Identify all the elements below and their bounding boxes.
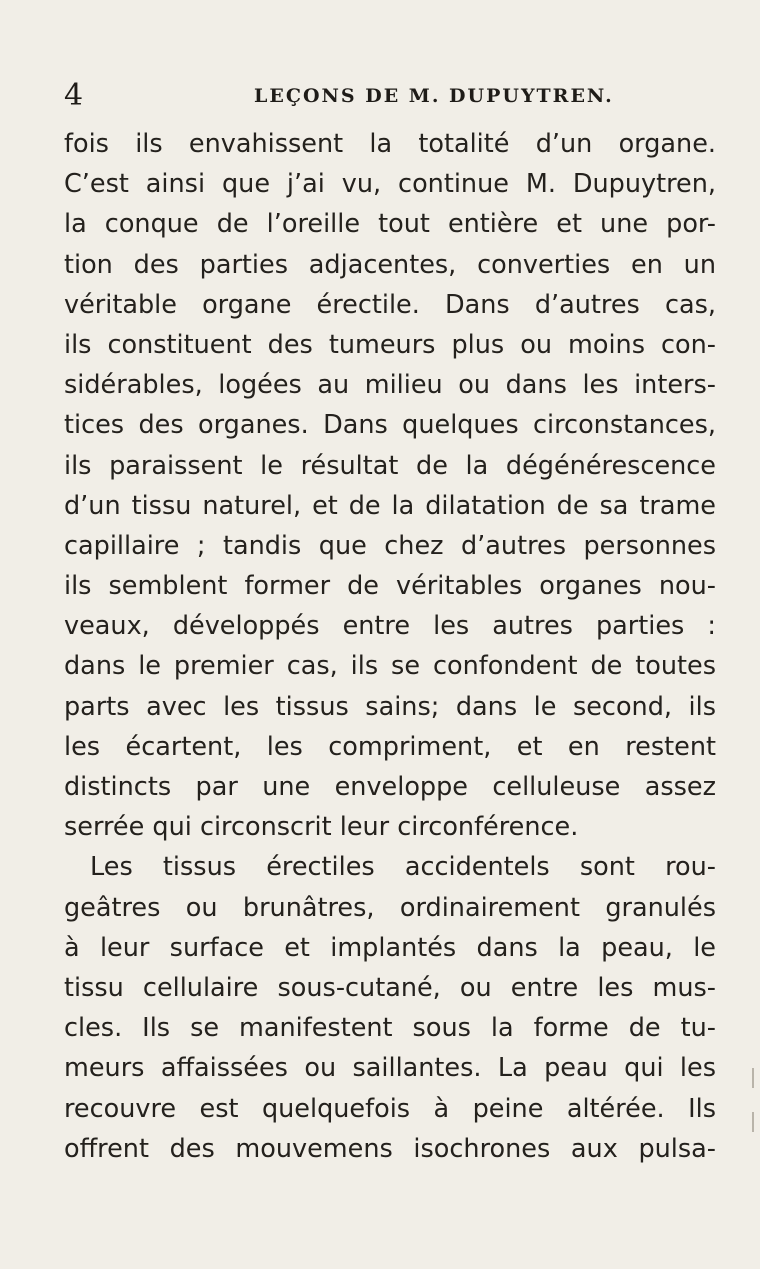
text-line: Les tissus érectiles accidentels sont rou- xyxy=(90,852,716,883)
margin-mark xyxy=(752,1068,754,1088)
text-line: tion des parties adjacentes, converties en un xyxy=(64,249,716,280)
text-line: tices des organes. Dans quelques circonstances, xyxy=(64,410,716,441)
text-line: sidérables, logées au milieu ou dans les inters- xyxy=(64,370,716,401)
page-header xyxy=(64,78,724,114)
text-line: ils paraissent le résultat de la dégénérescence xyxy=(64,450,716,481)
text-line: véritable organe érectile. Dans d’autres cas, xyxy=(64,289,716,320)
running-head: LEÇONS DE M. DUPUYTREN. xyxy=(254,85,614,107)
text-line: parts avec les tissus sains; dans le second, ils xyxy=(64,691,716,722)
text-line: meurs affaissées ou saillantes. La peau qui les xyxy=(64,1053,716,1084)
text-line: geâtres ou brunâtres, ordinairement granulés xyxy=(64,892,716,923)
text-line: C’est ainsi que j’ai vu, continue M. Dupuytren, xyxy=(64,169,716,200)
text-line: la conque de l’oreille tout entière et une por- xyxy=(64,209,716,240)
text-line: d’un tissu naturel, et de la dilatation de sa trame xyxy=(64,490,716,521)
text-line: offrent des mouvemens isochrones aux pulsa- xyxy=(64,1133,716,1164)
text-line: cles. Ils se manifestent sous la forme de tu- xyxy=(64,1013,716,1044)
text-line: veaux, développés entre les autres parties : xyxy=(64,611,716,642)
text-line: à leur surface et implantés dans la peau, le xyxy=(64,932,716,963)
page-number: 4 xyxy=(64,78,84,113)
text-line: serrée qui circonscrit leur circonférence. xyxy=(64,812,579,843)
text-line: recouvre est quelquefois à peine altérée. Ils xyxy=(64,1093,716,1124)
text-line: dans le premier cas, ils se confondent de toutes xyxy=(64,651,716,682)
margin-mark xyxy=(752,1112,754,1132)
text-line: ils semblent former de véritables organes nou- xyxy=(64,571,716,602)
text-line: ils constituent des tumeurs plus ou moins con- xyxy=(64,329,716,360)
body-text xyxy=(64,124,716,1169)
text-line: tissu cellulaire sous-cutané, ou entre les mus- xyxy=(64,972,716,1003)
text-line: fois ils envahissent la totalité d’un organe. xyxy=(64,129,716,159)
text-line: les écartent, les compriment, et en restent xyxy=(64,731,716,762)
text-line: distincts par une enveloppe celluleuse assez xyxy=(64,772,716,802)
text-line: capillaire ; tandis que chez d’autres personnes xyxy=(64,530,716,561)
